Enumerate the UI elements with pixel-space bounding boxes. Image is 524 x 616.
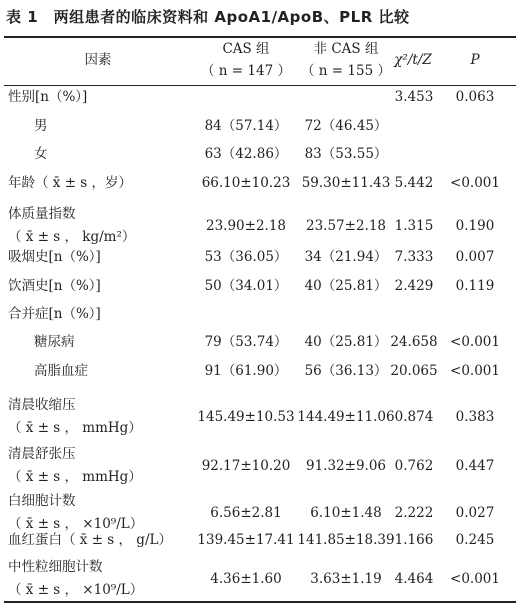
cas-value: 53（36.05） bbox=[204, 249, 288, 265]
p-value: 0.063 bbox=[455, 89, 495, 105]
header-stat: χ²/t/Z bbox=[394, 52, 432, 68]
p-value: 0.245 bbox=[455, 532, 495, 548]
stat-value: 1.166 bbox=[394, 532, 434, 548]
cas-value: 66.10±10.23 bbox=[201, 175, 291, 191]
cas-value: 84（57.14） bbox=[204, 118, 288, 134]
p-value: 0.447 bbox=[455, 458, 495, 474]
row-label: 血红蛋白（ x̄ ± s ， g/L） bbox=[8, 532, 172, 548]
p-value: <0.001 bbox=[450, 363, 500, 379]
noncas-value: 144.49±11.06 bbox=[297, 409, 395, 425]
p-value: <0.001 bbox=[450, 334, 500, 350]
row-label: 吸烟史[n（%）] bbox=[8, 249, 101, 265]
stat-value: 5.442 bbox=[394, 175, 434, 191]
stat-value: 3.453 bbox=[394, 89, 434, 105]
header-cas-n: （ n = 147 ） bbox=[201, 63, 291, 79]
cas-value: 6.56±2.81 bbox=[210, 505, 282, 521]
row-label-unit: （ x̄ ± s ， mmHg） bbox=[8, 420, 142, 436]
stat-value: 0.762 bbox=[394, 458, 434, 474]
top-rule bbox=[4, 36, 516, 38]
stat-value: 24.658 bbox=[390, 334, 438, 350]
stat-value: 2.429 bbox=[394, 278, 434, 294]
row-label: 年龄（ x̄ ± s ，岁） bbox=[8, 175, 133, 191]
table-title: 表 1 两组患者的临床资料和 ApoA1/ApoB、PLR 比较 bbox=[6, 8, 410, 26]
stat-value: 0.874 bbox=[394, 409, 434, 425]
stat-value: 1.315 bbox=[394, 218, 434, 234]
header-cas: CAS 组 bbox=[222, 41, 270, 57]
row-label: 女 bbox=[34, 146, 48, 162]
p-value: <0.001 bbox=[450, 175, 500, 191]
row-label: 合并症[n（%）] bbox=[8, 306, 101, 322]
noncas-value: 6.10±1.48 bbox=[310, 505, 382, 521]
noncas-value: 56（36.13） bbox=[304, 363, 388, 379]
cas-value: 63（42.86） bbox=[204, 146, 288, 162]
p-value: 0.119 bbox=[455, 278, 495, 294]
p-value: 0.383 bbox=[455, 409, 495, 425]
noncas-value: 72（46.45） bbox=[304, 118, 388, 134]
row-label: 男 bbox=[34, 118, 48, 134]
row-label: 清晨舒张压 bbox=[8, 446, 76, 462]
row-label-unit: （ x̄ ± s ， ×10⁹/L） bbox=[8, 516, 144, 532]
noncas-value: 3.63±1.19 bbox=[310, 571, 382, 587]
noncas-value: 23.57±2.18 bbox=[305, 218, 387, 234]
row-label: 中性粒细胞计数 bbox=[8, 559, 103, 575]
cas-value: 50（34.01） bbox=[204, 278, 288, 294]
noncas-value: 141.85±18.39 bbox=[297, 532, 395, 548]
noncas-value: 59.30±11.43 bbox=[301, 175, 391, 191]
bottom-rule bbox=[4, 601, 516, 603]
header-factor: 因素 bbox=[84, 52, 112, 68]
row-label: 高脂血症 bbox=[34, 363, 88, 379]
stat-value: 4.464 bbox=[394, 571, 434, 587]
cas-value: 91（61.90） bbox=[204, 363, 288, 379]
cas-value: 139.45±17.41 bbox=[197, 532, 295, 548]
stat-value: 7.333 bbox=[394, 249, 434, 265]
row-label-unit: （ x̄ ± s ， ×10⁹/L） bbox=[8, 582, 144, 598]
p-value: <0.001 bbox=[450, 571, 500, 587]
cas-value: 23.90±2.18 bbox=[205, 218, 287, 234]
cas-value: 92.17±10.20 bbox=[201, 458, 291, 474]
row-label: 体质量指数 bbox=[8, 206, 76, 222]
p-value: 0.027 bbox=[455, 505, 495, 521]
header-p: P bbox=[470, 52, 480, 68]
cas-value: 79（53.74） bbox=[204, 334, 288, 350]
noncas-value: 83（53.55） bbox=[304, 146, 388, 162]
row-label-unit: （ x̄ ± s ， kg/m²） bbox=[8, 229, 136, 245]
row-label: 白细胞计数 bbox=[8, 493, 76, 509]
noncas-value: 91.32±9.06 bbox=[305, 458, 387, 474]
stat-value: 2.222 bbox=[394, 505, 434, 521]
header-noncas-n: （ n = 155 ） bbox=[301, 63, 391, 79]
header-noncas: 非 CAS 组 bbox=[313, 41, 379, 57]
noncas-value: 40（25.81） bbox=[304, 278, 388, 294]
row-label: 糖尿病 bbox=[34, 334, 75, 350]
noncas-value: 34（21.94） bbox=[304, 249, 388, 265]
row-label-unit: （ x̄ ± s ， mmHg） bbox=[8, 469, 142, 485]
row-label: 饮酒史[n（%）] bbox=[8, 278, 101, 294]
row-label: 清晨收缩压 bbox=[8, 397, 76, 413]
cas-value: 4.36±1.60 bbox=[210, 571, 282, 587]
stat-value: 20.065 bbox=[390, 363, 438, 379]
p-value: 0.007 bbox=[455, 249, 495, 265]
noncas-value: 40（25.81） bbox=[304, 334, 388, 350]
p-value: 0.190 bbox=[455, 218, 495, 234]
row-label: 性别[n（%）] bbox=[8, 89, 88, 105]
cas-value: 145.49±10.53 bbox=[197, 409, 295, 425]
header-rule bbox=[4, 85, 516, 86]
